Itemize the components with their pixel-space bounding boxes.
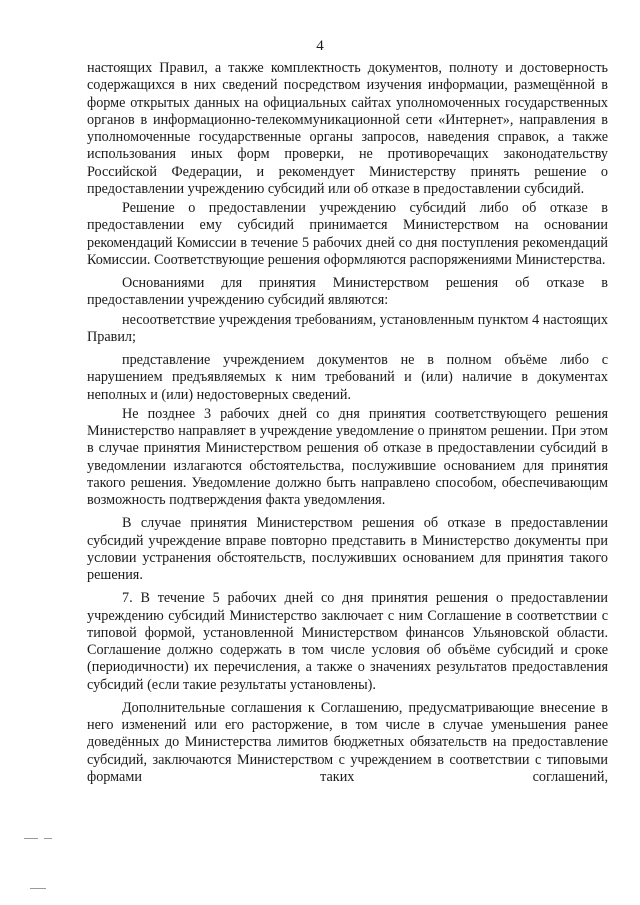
scan-margin-mark	[30, 888, 46, 889]
paragraph-additional-agreements: Дополнительные соглашения к Соглашению, предусматривающие внесение в него изменений или его расторжение, в том числе в случае уменьшения ранее доведённых до Министерства лимитов бюджетных обязательств на предоставление субсидий, заключаются Министерством с учреждением в соответствии с типовыми формами таких соглашений,	[87, 699, 608, 785]
paragraph-refusal-ground-1: несоответствие учреждения требованиям, установленным пунктом 4 настоящих Правил;	[87, 311, 608, 345]
paragraph-continuation: настоящих Правил, а также комплектность документов, полноту и достоверность содержащихся в них сведений посредством изучения информации, размещённой в форме открытых данных на официальных сайтах уполномоченных государственных органов в информационно-телекоммуникационной сети «Интернет», направления в уполномоченные государственные органы запросов, наведения справок, а также использования иных форм проверки, не противоречащих законодательству Российской Федерации, и рекомендует Министерству принять решение о предоставлении учреждению субсидий или об отказе в предоставлении субсидий.	[87, 60, 608, 197]
paragraph-item-7: 7. В течение 5 рабочих дней со дня принятия решения о предоставлении учреждению субсидий Министерство заключает с ним Соглашение в соответствии с типовой формой, установленной Министерством финансов Ульяновской области. Соглашение должно содержать в том числе условия об объёме субсидий и сроке (периодичности) их перечисления, а также о значениях результатов предоставления субсидий (если такие результаты установлены).	[87, 590, 608, 693]
scan-margin-mark	[44, 838, 52, 839]
scan-margin-mark	[24, 838, 38, 839]
document-body	[87, 60, 608, 786]
paragraph-refusal-ground-2: представление учреждением документов не в полном объёме либо с нарушением предъявляемых к ним требований и (или) наличие в документах неполных и (или) недостоверных сведений.	[87, 352, 608, 403]
paragraph-refusal-grounds: Основаниями для принятия Министерством решения об отказе в предоставлении учреждению субсидий являются:	[87, 275, 608, 309]
paragraph-notification: Не позднее 3 рабочих дней со дня принятия соответствующего решения Министерство направляет в учреждение уведомление о принятом решении. При этом в случае принятия Министерством решения об отказе в предоставлении субсидий в уведомлении излагаются обстоятельства, послужившие основанием для принятия такого решения. Уведомление должно быть направлено способом, обеспечивающим возможность подтверждения факта уведомления.	[87, 405, 608, 508]
paragraph-resubmission: В случае принятия Министерством решения об отказе в предоставлении субсидий учреждение вправе повторно представить в Министерство документы при условии устранения обстоятельств, послуживших основанием для принятия такого решения.	[87, 515, 608, 583]
page-number: 4	[316, 38, 324, 54]
paragraph-decision: Решение о предоставлении учреждению субсидий либо об отказе в предоставлении ему субсидий принимается Министерством на основании рекомендаций Комиссии в течение 5 рабочих дней со дня поступления рекомендаций Комиссии. Соответствующие решения оформляются распоряжениями Министерства.	[87, 200, 608, 268]
